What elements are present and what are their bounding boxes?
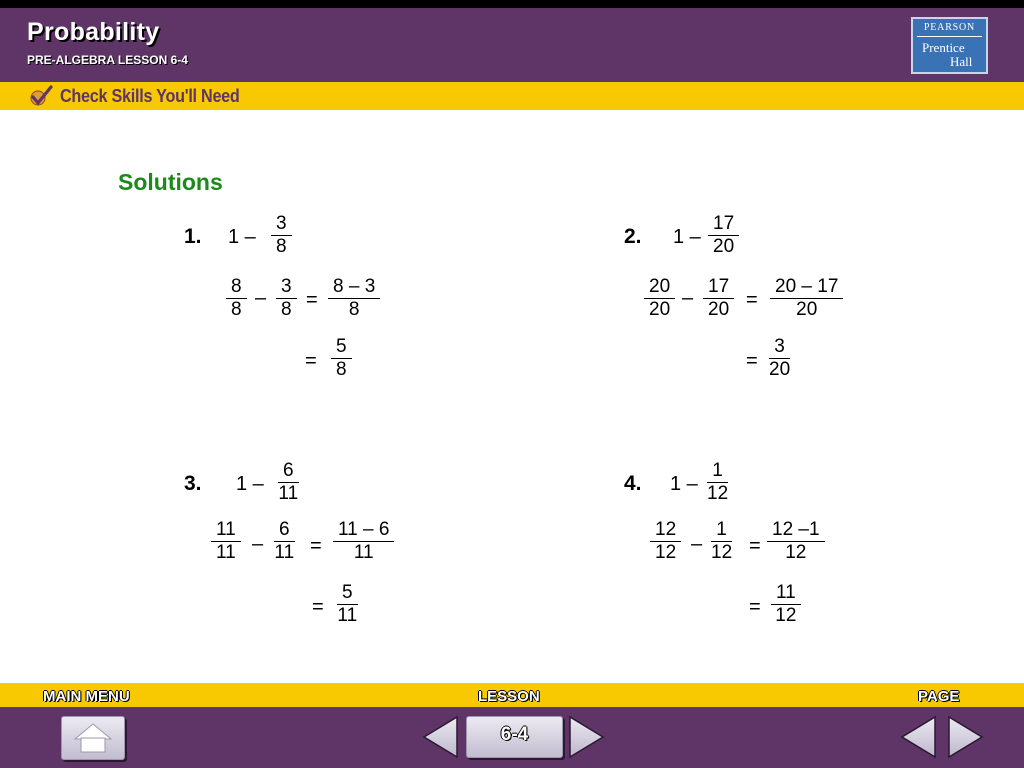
- numerator: 1: [711, 519, 732, 542]
- check-skills-bar: [0, 82, 1024, 110]
- numerator: 17: [703, 276, 734, 299]
- denominator: 8: [231, 299, 242, 320]
- denominator: 12: [707, 483, 729, 504]
- denominator: 12: [711, 542, 733, 563]
- page-prev-arrow-icon[interactable]: [898, 714, 938, 760]
- numerator: 5: [337, 582, 358, 605]
- page-title: Probability: [27, 18, 160, 46]
- denominator: 20: [713, 236, 735, 257]
- numerator: 3: [271, 213, 292, 236]
- fraction: [644, 276, 675, 321]
- denominator: 20: [649, 299, 671, 320]
- minus-sign: –: [691, 533, 703, 555]
- problem-number: 4.: [624, 472, 642, 495]
- problem-lead: 1 –: [236, 473, 264, 495]
- fraction: [767, 519, 825, 564]
- equals-sign: =: [746, 289, 758, 311]
- equals-sign: =: [310, 535, 322, 557]
- page-next-arrow-icon[interactable]: [946, 714, 986, 760]
- fraction: [328, 276, 380, 321]
- denominator: 20: [769, 359, 791, 380]
- denominator: 11: [353, 542, 374, 563]
- denominator: 8: [348, 299, 360, 320]
- numerator: 11 – 6: [333, 519, 394, 542]
- equals-sign: =: [746, 350, 758, 372]
- logo-divider: [917, 36, 982, 37]
- problem-lead: 1 –: [228, 226, 256, 248]
- lesson-prev-arrow-icon[interactable]: [420, 714, 460, 760]
- lesson-button[interactable]: [466, 716, 563, 758]
- problem-lead: 1 –: [670, 473, 698, 495]
- numerator: 20 – 17: [770, 276, 843, 299]
- numerator: 20: [644, 276, 675, 299]
- equals-sign: =: [305, 350, 317, 372]
- numerator: 12 –1: [767, 519, 825, 542]
- numerator: 8: [226, 276, 247, 299]
- home-button[interactable]: [61, 716, 125, 760]
- fraction: [271, 213, 292, 258]
- fraction: [278, 460, 299, 505]
- fraction: [708, 213, 739, 258]
- problem-number: 3.: [184, 472, 202, 495]
- numerator: 11: [211, 519, 241, 542]
- numerator: 5: [331, 336, 352, 359]
- check-skills-label: Check Skills You'll Need: [60, 86, 240, 106]
- fraction: [650, 519, 681, 564]
- problem-number: 1.: [184, 225, 202, 248]
- fraction: [333, 519, 394, 564]
- checkmark-icon: [29, 85, 53, 107]
- lesson-label: LESSON: [478, 688, 540, 705]
- numerator: 17: [708, 213, 739, 236]
- top-border: [0, 0, 1024, 8]
- numerator: 3: [276, 276, 297, 299]
- numerator: 1: [707, 460, 728, 483]
- minus-sign: –: [255, 287, 267, 309]
- denominator: 12: [775, 605, 797, 626]
- home-icon: [61, 716, 125, 760]
- fraction: [211, 519, 241, 564]
- fraction: [276, 276, 297, 321]
- denominator: 20: [708, 299, 730, 320]
- solutions-heading: Solutions: [118, 169, 223, 195]
- logo-brand: PEARSON: [923, 22, 976, 33]
- lesson-subtitle: PRE-ALGEBRA LESSON 6-4: [27, 53, 188, 67]
- numerator: 6: [274, 519, 295, 542]
- minus-sign: –: [682, 287, 694, 309]
- problem-number: 2.: [624, 225, 642, 248]
- denominator: 11: [278, 483, 299, 504]
- pearson-logo: [911, 17, 988, 74]
- minus-sign: –: [252, 533, 264, 555]
- page-label: PAGE: [918, 688, 960, 705]
- equals-sign: =: [749, 596, 761, 618]
- equals-sign: =: [749, 535, 761, 557]
- result-fraction: [337, 582, 358, 627]
- result-fraction: [769, 336, 790, 381]
- denominator: 11: [274, 542, 295, 563]
- denominator: 12: [655, 542, 677, 563]
- lesson-number-label: 6-4: [500, 724, 529, 745]
- numerator: 8 – 3: [328, 276, 380, 299]
- denominator: 8: [276, 236, 287, 257]
- fraction: [770, 276, 843, 321]
- fraction: [226, 276, 247, 321]
- fraction: [274, 519, 295, 564]
- header-banner: [0, 8, 1024, 82]
- numerator: 11: [771, 582, 801, 605]
- equals-sign: =: [312, 596, 324, 618]
- problem-lead: 1 –: [673, 226, 701, 248]
- logo-line-2: Hall: [950, 54, 973, 69]
- numerator: 6: [278, 460, 299, 483]
- denominator: 20: [796, 299, 818, 320]
- denominator: 8: [336, 359, 347, 380]
- numerator: 3: [769, 336, 790, 359]
- fraction: [707, 460, 728, 505]
- fraction: [711, 519, 732, 564]
- main-menu-label: MAIN MENU: [43, 688, 130, 705]
- equals-sign: =: [306, 289, 318, 311]
- fraction: [703, 276, 734, 321]
- denominator: 11: [337, 605, 358, 626]
- denominator: 12: [785, 542, 807, 563]
- logo-line-1: Prentice: [922, 40, 965, 55]
- lesson-next-arrow-icon[interactable]: [567, 714, 607, 760]
- result-fraction: [771, 582, 801, 627]
- denominator: 8: [281, 299, 292, 320]
- denominator: 11: [216, 542, 236, 563]
- numerator: 12: [650, 519, 681, 542]
- result-fraction: [331, 336, 352, 381]
